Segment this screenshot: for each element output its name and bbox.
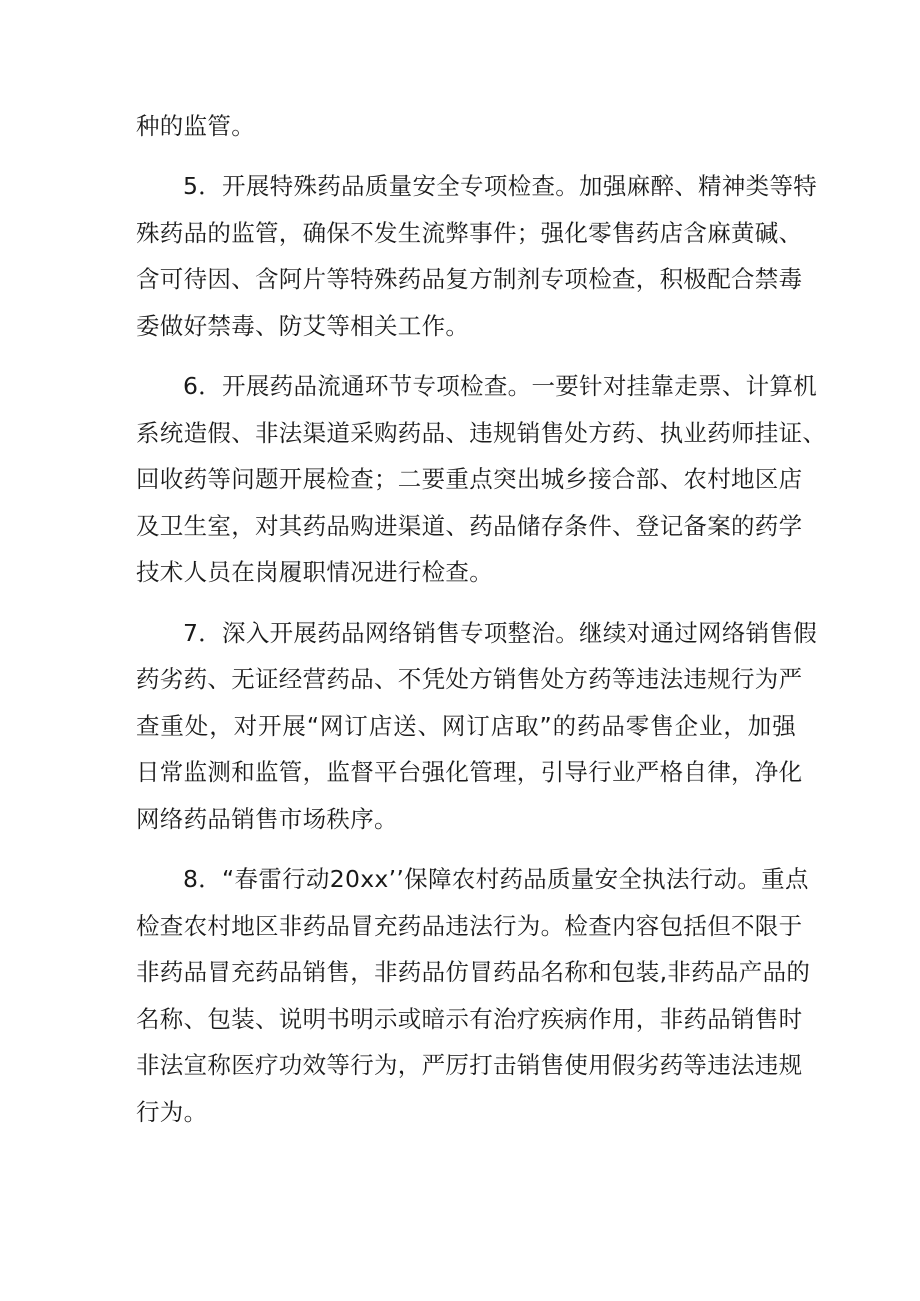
paragraph-line: 委做好禁毒、防艾等相关工作。 <box>136 312 470 340</box>
paragraph-line: 6．开展药品流通环节专项检查。一要针对挂靠走票、计算机 <box>183 372 818 400</box>
paragraph-line: 非药品冒充药品销售，非药品仿冒药品名称和包装,非药品产品的 <box>136 958 811 986</box>
paragraph-line: 系统造假、非法渠道采购药品、违规销售处方药、执业药师挂证、 <box>136 419 827 447</box>
paragraph-line: 5．开展特殊药品质量安全专项检查。加强麻醉、精神类等特 <box>183 172 818 200</box>
paragraph-line: 8．“春雷行动20xx’’保障农村药品质量安全执法行动。重点 <box>183 865 809 893</box>
paragraph-line: 名称、包装、说明书明示或暗示有治疗疾病作用，非药品销售时 <box>136 1005 803 1033</box>
paragraph-line: 及卫生室，对其药品购进渠道、药品储存条件、登记备案的药学 <box>136 512 803 540</box>
paragraph-line: 检查农村地区非药品冒充药品违法行为。检查内容包括但不限于 <box>136 912 803 940</box>
paragraph-line: 行为。 <box>136 1098 208 1126</box>
paragraph-line: 日常监测和监管，监督平台强化管理，引导行业严格自律，净化 <box>136 758 803 786</box>
paragraph-line: 药劣药、无证经营药品、不凭处方销售处方药等违法违规行为严 <box>136 665 803 693</box>
paragraph-line: 网络药品销售市场秩序。 <box>136 805 398 833</box>
paragraph-line: 种的监管。 <box>136 112 255 140</box>
paragraph-line: 7．深入开展药品网络销售专项整治。继续对通过网络销售假 <box>183 619 818 647</box>
paragraph-line: 回收药等问题开展检查；二要重点突出城乡接合部、农村地区店 <box>136 465 803 493</box>
paragraph-line: 查重处，对开展“网订店送、网订店取”的药品零售企业，加强 <box>136 712 796 740</box>
paragraph-line: 含可待因、含阿片等特殊药品复方制剂专项检查，积极配合禁毒 <box>136 265 803 293</box>
paragraph-line: 技术人员在岗履职情况进行检查。 <box>136 558 493 586</box>
paragraph-line: 非法宣称医疗功效等行为，严厉打击销售使用假劣药等违法违规 <box>136 1051 803 1079</box>
paragraph-line: 殊药品的监管，确保不发生流弊事件；强化零售药店含麻黄碱、 <box>136 219 803 247</box>
